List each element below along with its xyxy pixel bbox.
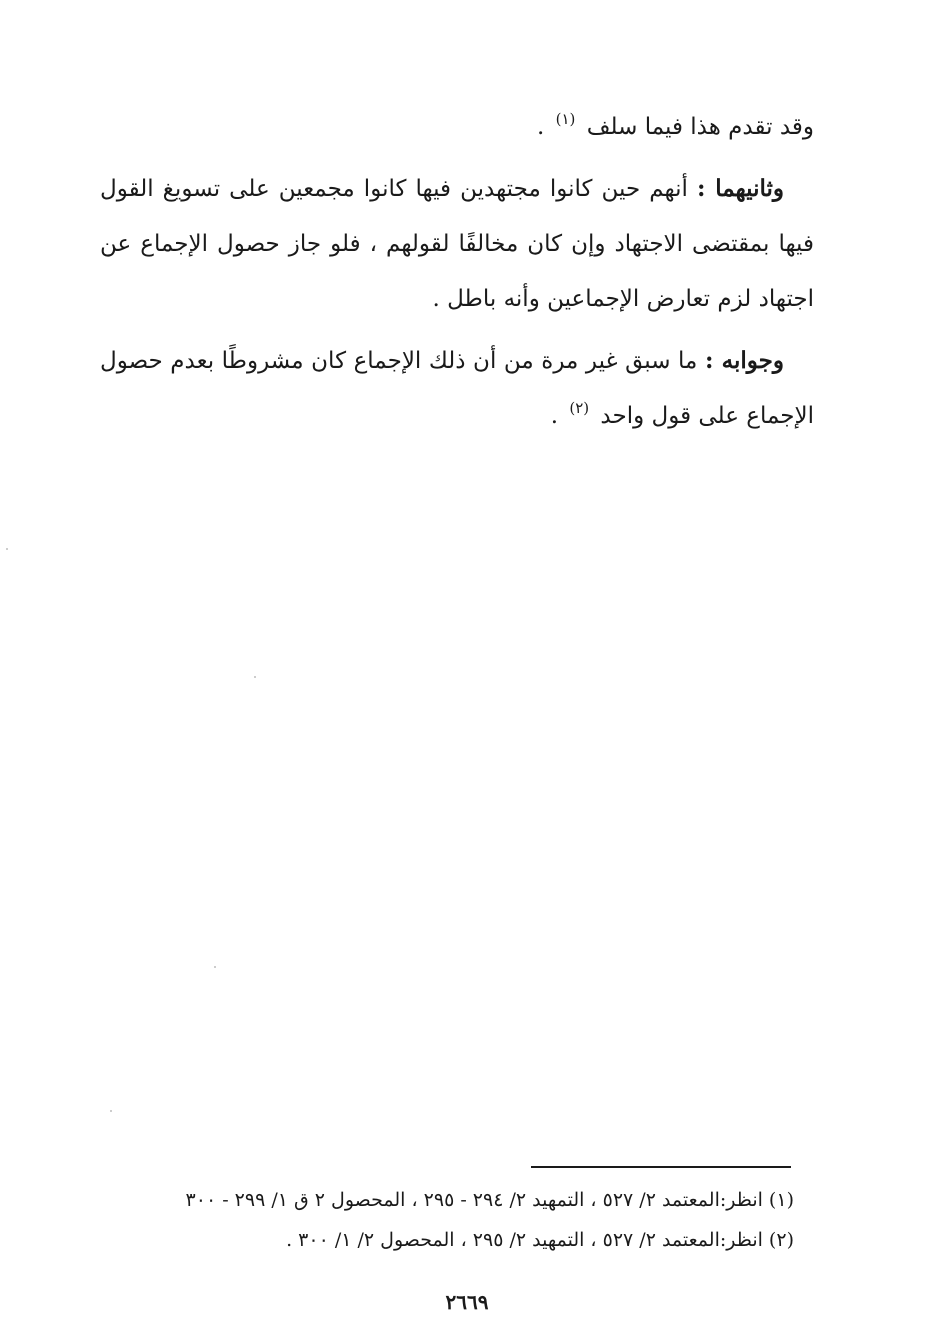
paragraph-2-lead: وثانيهما : [697, 175, 785, 202]
scan-speck [110, 1110, 112, 1112]
footnote-separator [531, 1166, 791, 1168]
footnote-1: (١) انظر:المعتمد ٢/ ٥٢٧ ، التمهيد ٢/ ٢٩٤ - ٢٩٥ ، المحصول ٢ ق ١/ ٢٩٩ - ٣٠٠ [185, 1189, 794, 1211]
paragraph-3-lead: وجوابه : [704, 347, 785, 374]
scan-speck [254, 676, 256, 678]
footnote-2: (٢) انظر:المعتمد ٢/ ٥٢٧ ، التمهيد ٢/ ٢٩٥ ، المحصول ٢/ ١/ ٣٠٠ . [286, 1229, 794, 1251]
paragraph-3-text: ما سبق غير مرة من أن ذلك الإجماع كان مشروطًا بعدم حصول الإجماع على قول واحد [100, 348, 814, 429]
paragraph-1-end: . [536, 114, 545, 140]
paragraph-2 [100, 161, 814, 327]
main-text [100, 100, 814, 450]
paragraph-2-text: أنهم حين كانوا مجتهدين فيها كانوا مجمعين على تسويغ القول فيها بمقتضى الاجتهاد وإن كان مخالفًا لقولهم ، فلو جاز حصول الإجماع عن اجتهاد لزم تعارض الإجماعين وأنه باطل . [100, 176, 814, 312]
footnote-ref-2: (٢) [569, 399, 590, 417]
paragraph-3 [100, 333, 814, 444]
footnote-ref-1: (١) [555, 110, 576, 128]
scan-speck [214, 966, 216, 968]
scan-speck [6, 548, 8, 550]
footnotes [90, 1180, 794, 1260]
page-number: ٢٦٦٩ [445, 1290, 489, 1314]
paragraph-1-text: وقد تقدم هذا فيما سلف [586, 114, 814, 140]
paragraph-3-end: . [550, 403, 559, 429]
paragraph-1 [100, 100, 814, 155]
